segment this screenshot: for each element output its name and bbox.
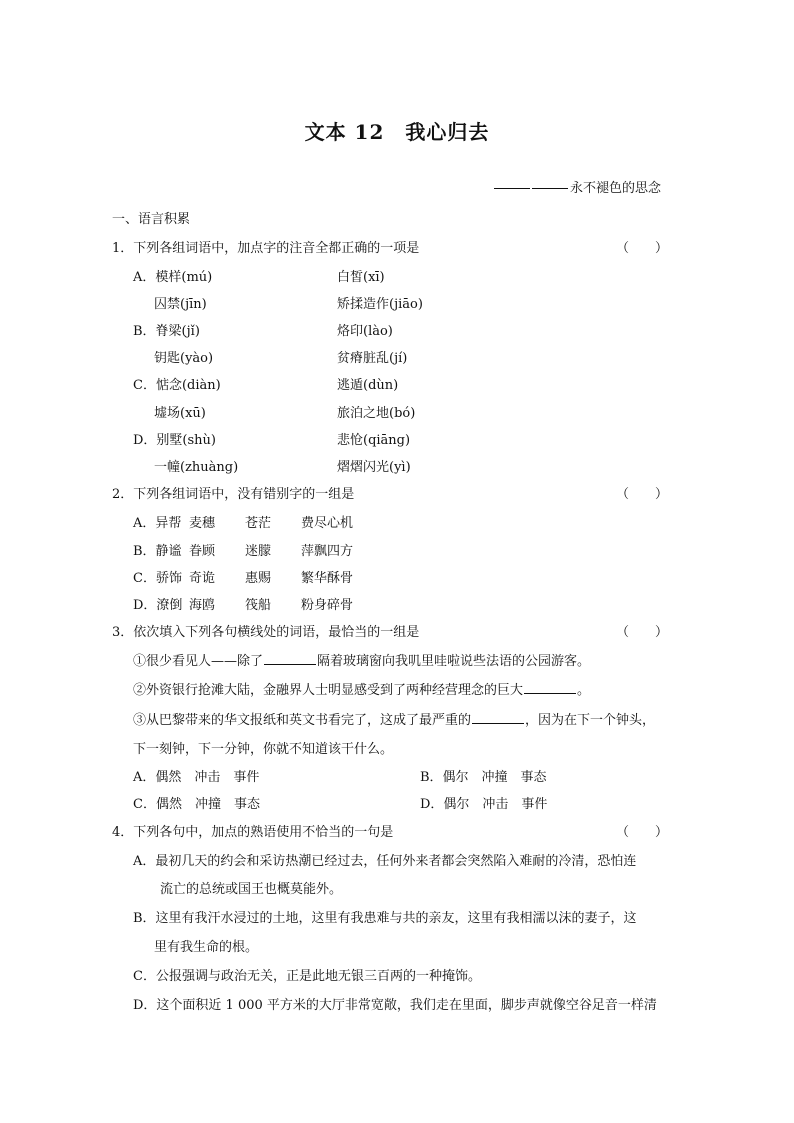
question-2-stem: 2．下列各组词语中，没有错别字的一组是 — [112, 487, 355, 502]
answer-paren: （ ） — [616, 487, 669, 502]
option: 烙印(lào) — [337, 324, 393, 339]
option: 旅泊之地(bó) — [337, 406, 416, 421]
option: B．脊梁(jǐ) — [133, 324, 200, 339]
option-word: 麦穗 — [189, 516, 216, 531]
option: C．公报强调与政治无关，正是此地无银三百两的一种掩饰。 — [133, 969, 481, 984]
answer-paren: （ ） — [616, 625, 669, 640]
sentence-text: 。 — [577, 683, 591, 698]
option-word: 粉身碎骨 — [301, 598, 354, 613]
option-word: 费尽心机 — [301, 516, 354, 531]
sentence-text: ③从巴黎带来的华文报纸和英文书看完了，这成了最严重的 — [133, 713, 472, 728]
option: 囚禁(jīn) — [154, 297, 207, 312]
sentence-2 — [133, 679, 590, 698]
option-word: 筏船 — [245, 598, 272, 613]
option: 墟场(xū) — [154, 406, 206, 421]
option-word: 迷朦 — [245, 544, 272, 559]
option: 熠熠闪光(yì) — [337, 460, 411, 475]
sentence-3 — [133, 709, 655, 728]
sentence-text: ①很少看见人——除了 — [133, 654, 264, 669]
option: C．偶然 冲撞 事态 — [133, 797, 260, 812]
dash-rule — [532, 188, 568, 189]
option-word: 眷顾 — [189, 544, 216, 559]
option-cont: 流亡的总统或国王也概莫能外。 — [160, 882, 343, 897]
fill-blank[interactable] — [264, 652, 316, 665]
option: A．最初几天的约会和采访热潮已经过去，任何外来者都会突然陷入难耐的冷清，恐怕连 — [133, 854, 637, 869]
option-word: A．异帮 — [133, 516, 182, 531]
option: 钥匙(yào) — [154, 351, 214, 366]
option: 一幢(zhuàng) — [154, 460, 239, 475]
option-row — [133, 594, 353, 613]
sentence-text: ②外资银行抢滩大陆，金融界人士明显感受到了两种经营理念的巨大 — [133, 683, 524, 698]
subtitle-text: 永不褪色的思念 — [570, 181, 662, 196]
sentence-3-cont: 下一刻钟，下一分钟，你就不知道该干什么。 — [133, 742, 394, 757]
option-word: 苍茫 — [245, 516, 272, 531]
option-row — [133, 512, 353, 531]
option: D．偶尔 冲击 事件 — [420, 797, 548, 812]
option-word: B．静谧 — [133, 544, 182, 559]
question-3-stem: 3．依次填入下列各句横线处的词语，最恰当的一组是 — [112, 625, 420, 640]
option: B．这里有我汗水浸过的土地，这里有我患难与共的亲友，这里有我相濡以沫的妻子，这 — [133, 911, 637, 926]
answer-paren: （ ） — [616, 825, 669, 840]
sentence-text: 隔着玻璃窗向我叽里哇啦说些法语的公园游客。 — [317, 654, 591, 669]
option-word: 海鸥 — [189, 598, 216, 613]
page-title: 文本 12 我心归去 — [304, 120, 490, 144]
sentence-text: ，因为在下一个钟头， — [525, 713, 656, 728]
option: 贫瘠脏乱(jí) — [337, 351, 408, 366]
option-word: 惠赐 — [245, 571, 272, 586]
option-cont: 里有我生命的根。 — [154, 940, 259, 955]
question-4-stem: 4．下列各句中，加点的熟语使用不恰当的一句是 — [112, 825, 394, 840]
option: 矫揉造作(jiāo) — [337, 297, 423, 312]
option: C．惦念(diàn) — [133, 378, 221, 393]
option: A．模样(mú) — [133, 270, 213, 285]
option-row — [133, 567, 353, 586]
question-1-stem: 1．下列各组词语中，加点字的注音全都正确的一项是 — [112, 241, 420, 256]
option: D．这个面积近 1 000 平方米的大厅非常宽敞，我们走在里面，脚步声就像空谷足音一样清 — [133, 998, 657, 1013]
fill-blank[interactable] — [524, 681, 576, 694]
option-word: D．潦倒 — [133, 598, 183, 613]
option: 逃遁(dùn) — [337, 378, 399, 393]
answer-paren: （ ） — [616, 241, 669, 256]
subtitle — [494, 177, 661, 196]
section-heading: 一、语言积累 — [112, 212, 191, 227]
option: B．偶尔 冲撞 事态 — [420, 770, 547, 785]
option-word: 萍飘四方 — [301, 544, 354, 559]
option: 白皙(xī) — [337, 270, 385, 285]
dash-rule — [494, 188, 530, 189]
option-row — [133, 540, 353, 559]
sentence-1 — [133, 650, 590, 669]
option: D．别墅(shù) — [133, 433, 216, 448]
option-word: C．骄饰 — [133, 571, 182, 586]
option: 悲怆(qiāng) — [337, 433, 411, 448]
fill-blank[interactable] — [472, 711, 524, 724]
option-word: 繁华酥骨 — [301, 571, 354, 586]
option-word: 奇诡 — [189, 571, 216, 586]
option: A．偶然 冲击 事件 — [133, 770, 260, 785]
